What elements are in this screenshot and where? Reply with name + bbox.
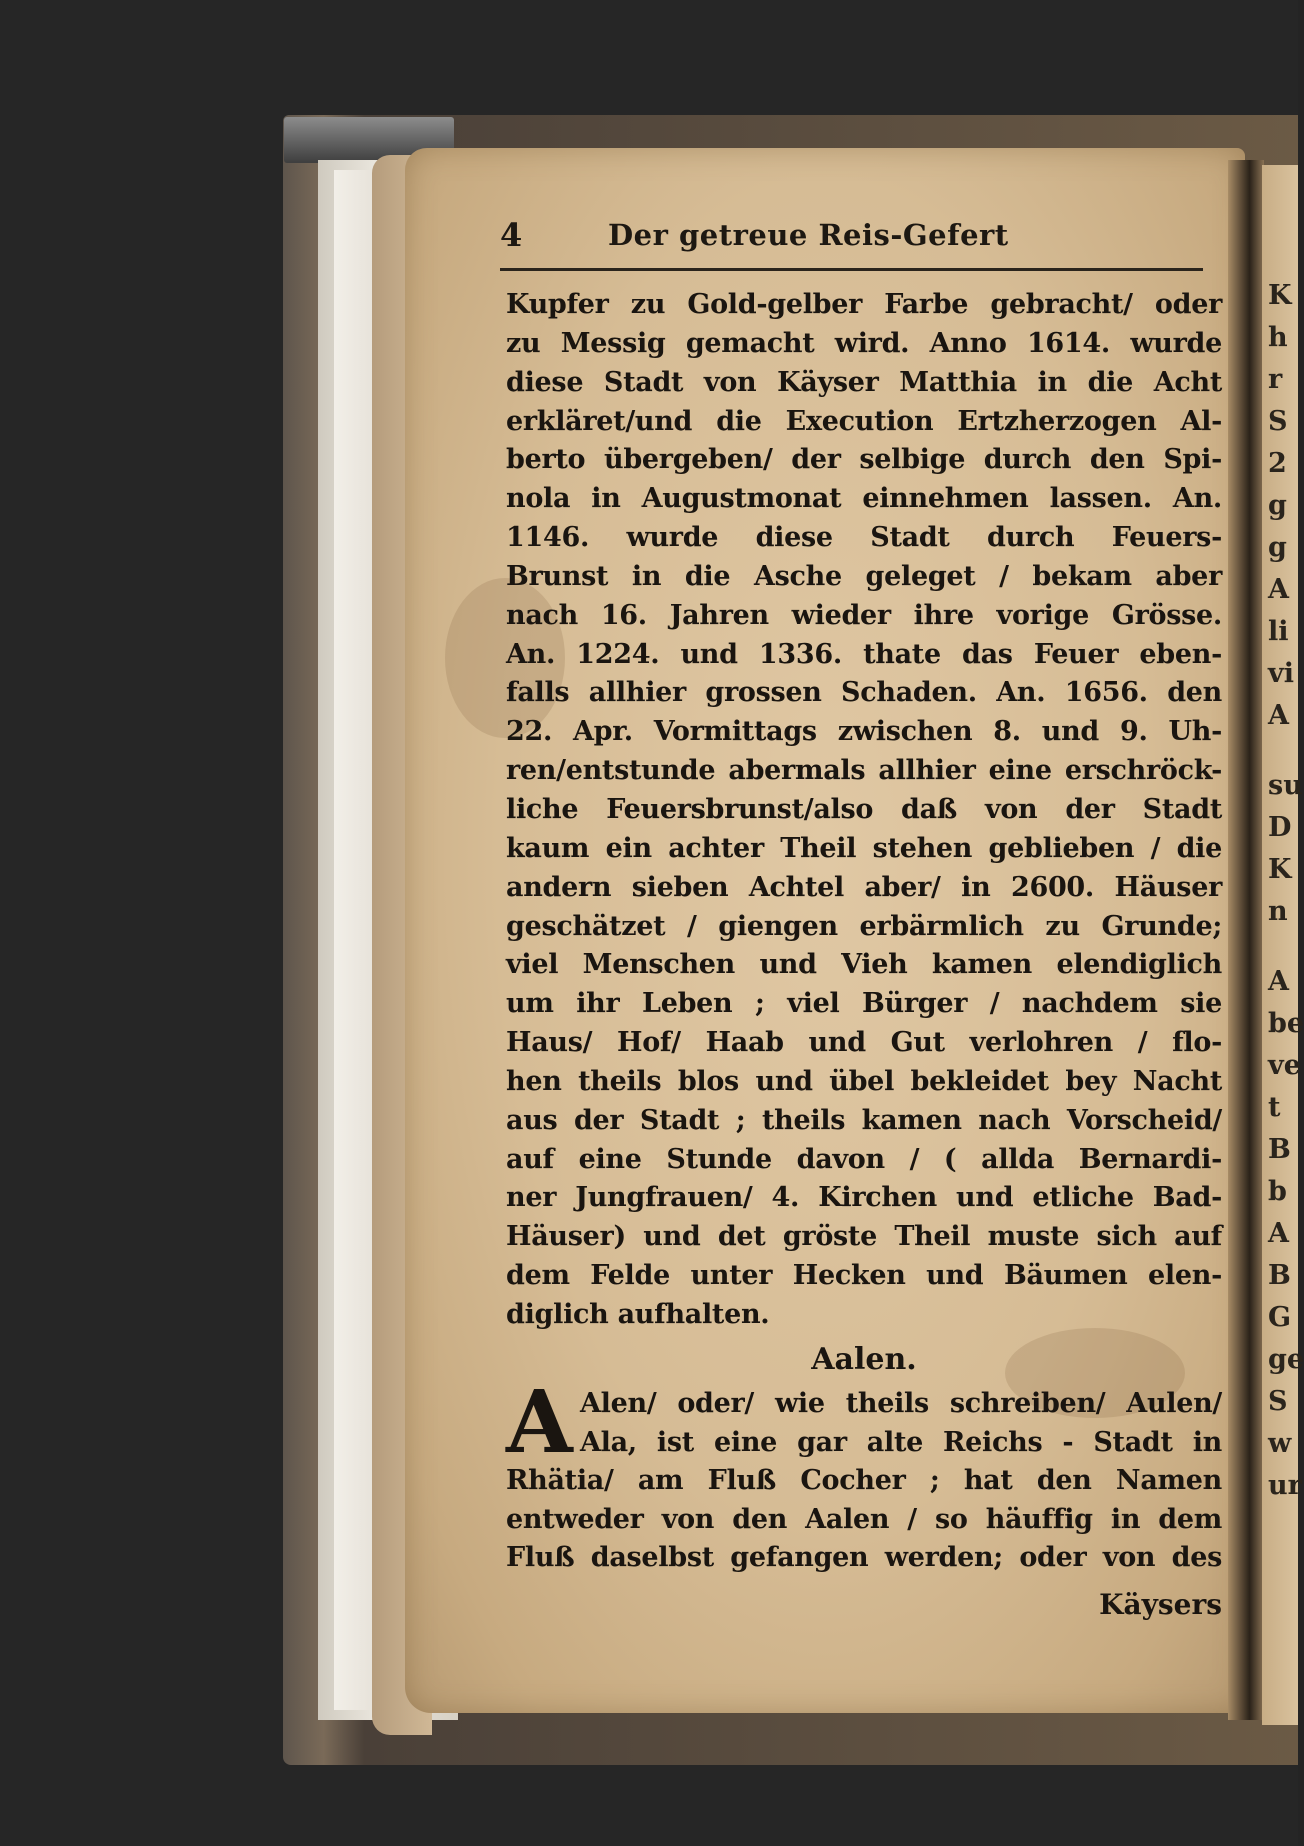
facing-line-fragment: ve	[1268, 1050, 1301, 1081]
facing-line-fragment: 2	[1268, 448, 1287, 479]
text-line: zu Messig gemacht wird. Anno 1614. wurde	[506, 327, 1222, 359]
text-line: 1146. wurde diese Stadt durch Feuers-	[506, 522, 1222, 554]
facing-line-fragment: su	[1268, 770, 1303, 801]
facing-line-fragment: K	[1268, 280, 1292, 311]
facing-line-fragment: G	[1268, 1302, 1292, 1333]
text-line: diese Stadt von Käyser Matthia in die Acht	[506, 366, 1222, 398]
facing-line-fragment: A	[1268, 700, 1289, 731]
text-line: dem Felde unter Hecken und Bäumen elen-	[506, 1260, 1222, 1292]
facing-line-fragment: vi	[1268, 658, 1294, 689]
text-line: andern sieben Achtel aber/ in 2600. Häuser	[506, 871, 1222, 903]
facing-line-fragment: B	[1268, 1260, 1291, 1291]
text-line: Rhätia/ am Fluß Cocher ; hat den Namen	[506, 1465, 1222, 1496]
text-line: 22. Apr. Vormittags zwischen 8. und 9. Uh-	[506, 716, 1222, 748]
text-line: ren/entstunde abermals allhier eine erschröck-	[506, 755, 1222, 787]
text-line: An. 1224. und 1336. thate das Feuer eben-	[506, 638, 1222, 670]
page-number: 4	[500, 216, 523, 254]
text-line: nola in Augustmonat einnehmen lassen. An.	[506, 483, 1222, 515]
running-title: Der getreue Reis-Gefert	[608, 218, 1009, 252]
facing-line-fragment: S	[1268, 1386, 1288, 1417]
text-line: Alen/ oder/ wie theils schreiben/ Aulen/	[580, 1388, 1222, 1419]
text-line: berto übergeben/ der selbige durch den Spi-	[506, 444, 1222, 476]
facing-line-fragment: A	[1268, 574, 1289, 605]
facing-line-fragment: n	[1268, 896, 1288, 927]
facing-page-text	[1262, 165, 1304, 1507]
drop-cap: A	[506, 1372, 573, 1473]
text-line: Haus/ Hof/ Haab und Gut verlohren / flo-	[506, 1027, 1222, 1059]
facing-line-fragment: ge	[1268, 1344, 1304, 1375]
facing-line-fragment: g	[1268, 490, 1287, 521]
body-text	[506, 286, 1222, 1335]
text-line: liche Feuersbrunst/also daß von der Stadt	[506, 793, 1222, 825]
text-line: um ihr Leben ; viel Bürger / nachdem sie	[506, 988, 1222, 1020]
section-text	[506, 1385, 1222, 1578]
header-rule	[500, 268, 1203, 271]
text-line: Fluß daselbst gefangen werden; oder von des	[506, 1542, 1222, 1573]
facing-line-fragment: ur	[1268, 1470, 1302, 1501]
facing-line-fragment: S	[1268, 406, 1288, 437]
text-line: auf eine Stunde davon / ( allda Bernardi-	[506, 1143, 1222, 1175]
text-line: geschätzet / giengen erbärmlich zu Grunde;	[506, 910, 1222, 942]
section-heading: Aalen.	[811, 1342, 917, 1377]
running-head	[500, 216, 1202, 264]
facing-line-fragment: w	[1268, 1428, 1292, 1459]
facing-line-fragment: K	[1268, 854, 1292, 885]
facing-line-fragment: A	[1268, 966, 1289, 997]
facing-line-fragment: h	[1268, 322, 1288, 353]
text-line: Brunst in die Asche geleget / bekam aber	[506, 560, 1222, 592]
facing-page	[1262, 165, 1304, 1725]
text-line: nach 16. Jahren wieder ihre vorige Grösse.	[506, 599, 1222, 631]
facing-line-fragment: A	[1268, 1218, 1289, 1249]
book-gutter	[1228, 160, 1264, 1720]
facing-line-fragment: B	[1268, 1134, 1291, 1165]
facing-line-fragment: b	[1268, 1176, 1287, 1207]
text-line: Häuser) und det gröste Theil muste sich auf	[506, 1221, 1222, 1253]
text-line: diglich aufhalten.	[506, 1298, 770, 1330]
text-line: ner Jungfrauen/ 4. Kirchen und etliche Bad-	[506, 1182, 1222, 1214]
text-line: Kupfer zu Gold-gelber Farbe gebracht/ oder	[506, 289, 1222, 320]
facing-line-fragment: li	[1268, 616, 1289, 647]
facing-line-fragment: t	[1268, 1092, 1281, 1123]
text-line: kaum ein achter Theil stehen geblieben / die	[506, 832, 1222, 864]
text-line: hen theils blos und übel bekleidet bey Nacht	[506, 1065, 1222, 1097]
facing-line-fragment: r	[1268, 364, 1283, 395]
text-line: falls allhier grossen Schaden. An. 1656. den	[506, 677, 1222, 709]
facing-line-fragment: g	[1268, 532, 1287, 563]
facing-line-fragment: be	[1268, 1008, 1304, 1039]
text-line: entweder von den Aalen / so häuffig in dem	[506, 1503, 1222, 1535]
text-line: aus der Stadt ; theils kamen nach Vorscheid/	[506, 1104, 1222, 1136]
text-line: erkläret/und die Execution Ertzherzogen Al-	[506, 405, 1222, 437]
catchword: Käysers	[1099, 1588, 1222, 1621]
text-line: Ala, ist eine gar alte Reichs - Stadt in	[580, 1426, 1222, 1458]
text-line: viel Menschen und Vieh kamen elendiglich	[506, 949, 1222, 981]
facing-line-fragment: D	[1268, 812, 1292, 843]
